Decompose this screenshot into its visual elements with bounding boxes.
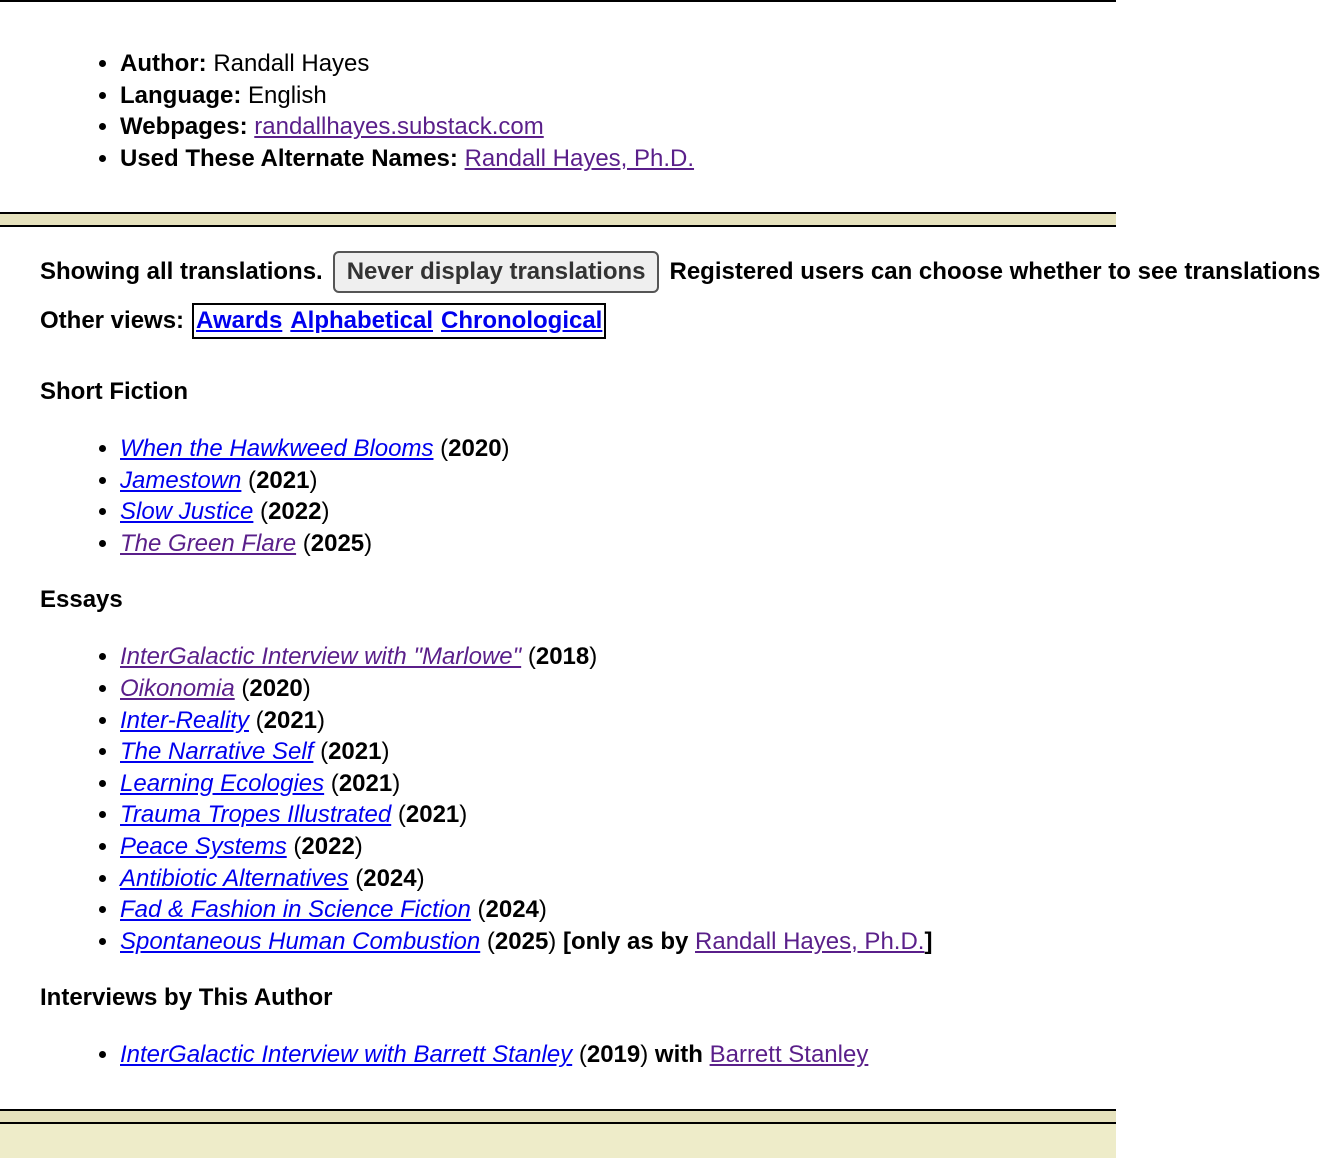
work-title-link[interactable]: Antibiotic Alternatives xyxy=(120,864,349,892)
work-title-link[interactable]: Learning Ecologies xyxy=(120,769,325,797)
work-title-link[interactable]: Oikonomia xyxy=(120,674,235,702)
short-fiction-heading: Short Fiction xyxy=(40,378,188,405)
work-year: 2019 xyxy=(586,1041,641,1069)
list-item: • InterGalactic Interview with Barrett Stanley (2019) with Barrett Stanley xyxy=(120,1039,1116,1071)
work-year: 2021 xyxy=(328,738,382,766)
language-value: English xyxy=(248,81,327,109)
interviews-list xyxy=(40,1039,1116,1071)
awards-view-link[interactable]: Awards xyxy=(196,307,283,334)
work-year: 2024 xyxy=(363,864,417,892)
work-title-link[interactable]: Jamestown xyxy=(120,466,242,494)
work-title-link[interactable]: Inter-Reality xyxy=(120,706,249,734)
list-item: • Peace Systems (2022) xyxy=(120,831,1116,863)
only-as-by-prefix: [only as by xyxy=(562,927,689,955)
work-title-link[interactable]: Trauma Tropes Illustrated xyxy=(120,801,392,829)
translations-status: Showing all translations. xyxy=(40,258,323,285)
work-title-link[interactable]: InterGalactic Interview with "Marlowe" xyxy=(120,643,522,671)
list-item: • Trauma Tropes Illustrated (2021) xyxy=(120,799,1116,831)
essays-list xyxy=(40,641,1116,957)
other-views-row xyxy=(40,302,1116,340)
alt-names-label: Used These Alternate Names: xyxy=(120,145,458,173)
interviewee-link[interactable]: Barrett Stanley xyxy=(709,1041,869,1069)
work-year: 2021 xyxy=(405,801,460,829)
work-year: 2022 xyxy=(268,498,322,526)
other-views-label: Other views: xyxy=(40,307,185,334)
webpage-link[interactable]: randallhayes.substack.com xyxy=(254,113,544,141)
footer-divider xyxy=(0,1109,1116,1124)
footer-band xyxy=(0,1124,1116,1158)
bio-webpages xyxy=(120,111,1116,143)
bibliography xyxy=(40,250,1320,1071)
work-year: 2020 xyxy=(448,435,502,462)
bio-list xyxy=(0,48,1116,175)
list-item: • Learning Ecologies (2021) xyxy=(120,768,1116,800)
alt-name-link[interactable]: Randall Hayes, Ph.D. xyxy=(464,145,695,173)
language-label: Language: xyxy=(120,81,242,109)
work-title-link[interactable]: InterGalactic Interview with Barrett Stanley xyxy=(120,1041,573,1069)
work-year: 2025 xyxy=(310,529,365,557)
list-item: • When the Hawkweed Blooms (2020) xyxy=(120,433,1116,465)
chronological-view-link[interactable]: Chronological xyxy=(441,307,603,334)
author-value: Randall Hayes xyxy=(213,50,370,77)
author-bio xyxy=(0,48,1116,175)
webpages-label: Webpages: xyxy=(120,113,248,141)
alt-name-credit-link[interactable]: Randall Hayes, Ph.D. xyxy=(695,927,925,955)
list-item: • Slow Justice (2022) xyxy=(120,496,1116,528)
bio-alt-names xyxy=(120,143,1116,175)
work-title-link[interactable]: When the Hawkweed Blooms xyxy=(120,435,434,462)
work-year: 2022 xyxy=(301,832,355,860)
work-title-link[interactable]: Slow Justice xyxy=(120,498,254,526)
list-item: • Jamestown (2021) xyxy=(120,465,1116,497)
list-item: • InterGalactic Interview with "Marlowe" (2018) xyxy=(120,641,1116,673)
other-views-links xyxy=(192,303,606,339)
top-border xyxy=(0,0,1116,2)
work-title-link[interactable]: The Narrative Self xyxy=(120,738,314,766)
bio-author xyxy=(120,48,1116,80)
work-year: 2021 xyxy=(338,769,393,797)
interviews-heading: Interviews by This Author xyxy=(40,984,333,1012)
list-item: • Antibiotic Alternatives (2024) xyxy=(120,863,1116,895)
list-item: • Fad & Fashion in Science Fiction (2024) xyxy=(120,894,1116,926)
work-year: 2021 xyxy=(256,466,310,494)
work-year: 2024 xyxy=(485,896,539,924)
short-fiction-list xyxy=(40,433,1116,559)
list-item: • Spontaneous Human Combustion (2025) [only as by Randall Hayes, Ph.D.] xyxy=(120,926,1116,958)
work-title-link[interactable]: Fad & Fashion in Science Fiction xyxy=(120,896,471,924)
work-year: 2020 xyxy=(249,674,303,702)
list-item: • Inter-Reality (2021) xyxy=(120,705,1116,737)
section-divider xyxy=(0,212,1116,227)
never-display-translations-button[interactable]: Never display translations xyxy=(333,251,660,293)
translations-row xyxy=(40,250,1320,294)
essays-heading: Essays xyxy=(40,586,123,614)
list-item: • Oikonomia (2020) xyxy=(120,673,1116,705)
author-label: Author: xyxy=(120,50,207,77)
work-year: 2021 xyxy=(263,706,318,734)
registered-users-note: Registered users can choose whether to see translations xyxy=(669,258,1320,285)
with-label: with xyxy=(654,1041,703,1069)
work-title-link[interactable]: Peace Systems xyxy=(120,832,287,860)
list-item: • The Narrative Self (2021) xyxy=(120,736,1116,768)
work-year: 2018 xyxy=(535,643,590,671)
alphabetical-view-link[interactable]: Alphabetical xyxy=(290,307,434,334)
work-title-link[interactable]: The Green Flare xyxy=(120,529,297,557)
list-item: • The Green Flare (2025) xyxy=(120,528,1116,560)
work-year: 2025 xyxy=(494,927,549,955)
bio-language xyxy=(120,80,1116,112)
work-title-link[interactable]: Spontaneous Human Combustion xyxy=(120,927,481,955)
only-as-by-suffix: ] xyxy=(924,927,933,955)
